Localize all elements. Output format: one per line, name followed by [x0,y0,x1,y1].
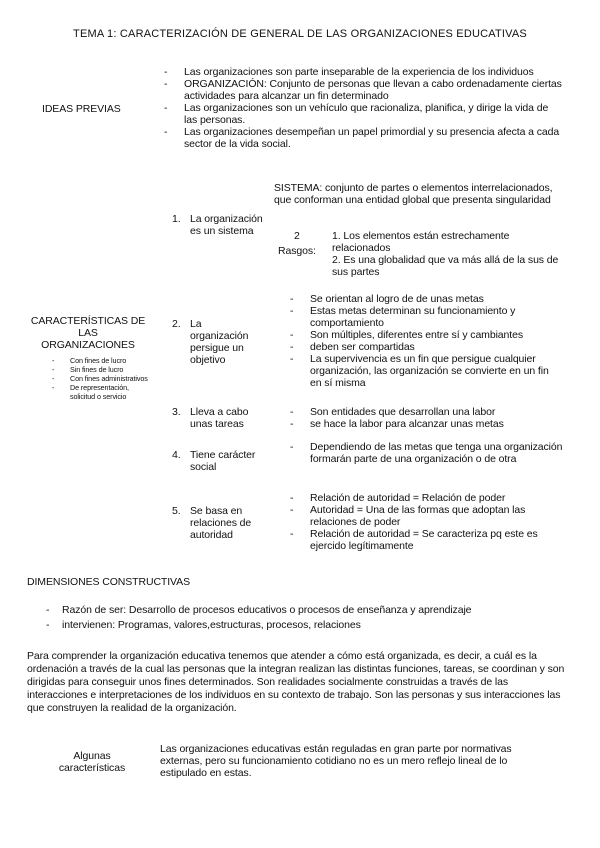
c3-label: Lleva a cabo unas tareas [190,406,249,430]
ideas-previas-list [164,66,562,150]
c1-rasgos-label: Rasgos: [278,245,316,257]
list-item: - Sin fines de lucro [52,365,124,374]
list-item: - Son múltiples, diferentes entre sí y cambiantes [290,329,523,341]
c4-list [290,441,565,465]
c1-rasgos-list [332,230,564,278]
c3-number: 3. [172,406,181,418]
list-item: - Son entidades que desarrollan una labor [290,406,496,418]
list-item: - Estas metas determinan su funcionamiento y comportamiento [290,305,516,329]
c5-number: 5. [172,505,181,517]
list-item: - Con fines administrativos [52,374,148,383]
list-item: - intervienen: Programas, valores,estructuras, procesos, relaciones [46,619,361,631]
algunas-label: Algunas características [58,750,126,774]
c5-list [290,492,562,552]
c1-rasgos-number: 2 [294,230,300,242]
body-paragraph: Para comprender la organización educativa tenemos que atender a cómo está organizada, es decir, a cuál es la ordenación a través de la cual las personas que la integran realizan las distintas funciones, tareas, se coordinan y son dirigidas para conseguir unos fines determinados. Son realidades socialmente construidas a través de las interacciones e interpretaciones de los individuos en su contexto de trabajo. Son las personas y sus interacciones las que construyen la realidad de la organización. [27,650,565,714]
list-item: - Autoridad = Una de las formas que adoptan las relaciones de poder [290,504,526,528]
c2-number: 2. [172,318,181,330]
caracteristicas-label: CARACTERÍSTICAS DE LAS ORGANIZACIONES [30,315,146,351]
c5-label: Se basa en relaciones de autoridad [190,505,252,541]
list-item: - De representación, solicitud o servicio [52,383,129,401]
c1-number: 1. [172,213,181,225]
list-item: - Dependiendo de las metas que tenga una organización formarán parte de una organización o de otra [290,441,563,465]
c1-sistema-def: SISTEMA: conjunto de partes o elementos interrelacionados, que conforman una entidad global que presenta singularidad [274,182,553,206]
list-item: - Razón de ser: Desarrollo de procesos educativos o procesos de enseñanza y aprendizaje [46,604,472,616]
list-item: - Se orientan al logro de de unas metas [290,293,484,305]
list-item: 1. Los elementos están estrechamente relacionados [332,230,510,254]
list-item: - ORGANIZACIÓN: Conjunto de personas que llevan a cabo ordenadamente ciertas actividades para alcanzar un fin determinado [164,78,562,102]
list-item: - se hace la labor para alcanzar unas metas [290,418,504,430]
c2-label: La organización persigue un objetivo [190,318,249,366]
ideas-previas-label: IDEAS PREVIAS [42,103,121,115]
dimensiones-heading: DIMENSIONES CONSTRUCTIVAS [27,576,190,588]
c1-label: La organización es un sistema [190,213,263,237]
c4-label: Tiene carácter social [190,449,256,473]
list-item: - Las organizaciones son parte inseparable de la experiencia de los individuos [164,66,534,78]
dimensiones-list [46,604,576,631]
c3-list [290,406,562,430]
c2-list [290,293,562,389]
caracteristicas-sublist [52,356,148,401]
page-title: TEMA 1: CARACTERIZACIÓN DE GENERAL DE LAS ORGANIZACIONES EDUCATIVAS [73,28,527,40]
algunas-text: Las organizaciones educativas están reguladas en gran parte por normativas externas, pero su funcionamiento cotidiano no es un mero reflejo lineal de lo estipulado en estas. [160,743,512,779]
list-item: - Las organizaciones son un vehículo que racionaliza, planifica, y dirige la vida de las personas. [164,102,549,126]
c4-number: 4. [172,449,181,461]
list-item: - Las organizaciones desempeñan un papel primordial y su presencia afecta a cada sector de la vida social. [164,126,560,150]
list-item: - La supervivencia es un fin que persigue cualquier organización, las organización se convierte en un fin en sí misma [290,353,549,389]
list-item: 2. Es una globalidad que va más allá de la sus de sus partes [332,254,559,278]
list-item: - Con fines de lucro [52,356,127,365]
list-item: - Relación de autoridad = Se caracteriza pq este es ejercido legítimamente [290,528,538,552]
list-item: - deben ser compartidas [290,341,415,353]
list-item: - Relación de autoridad = Relación de poder [290,492,506,504]
